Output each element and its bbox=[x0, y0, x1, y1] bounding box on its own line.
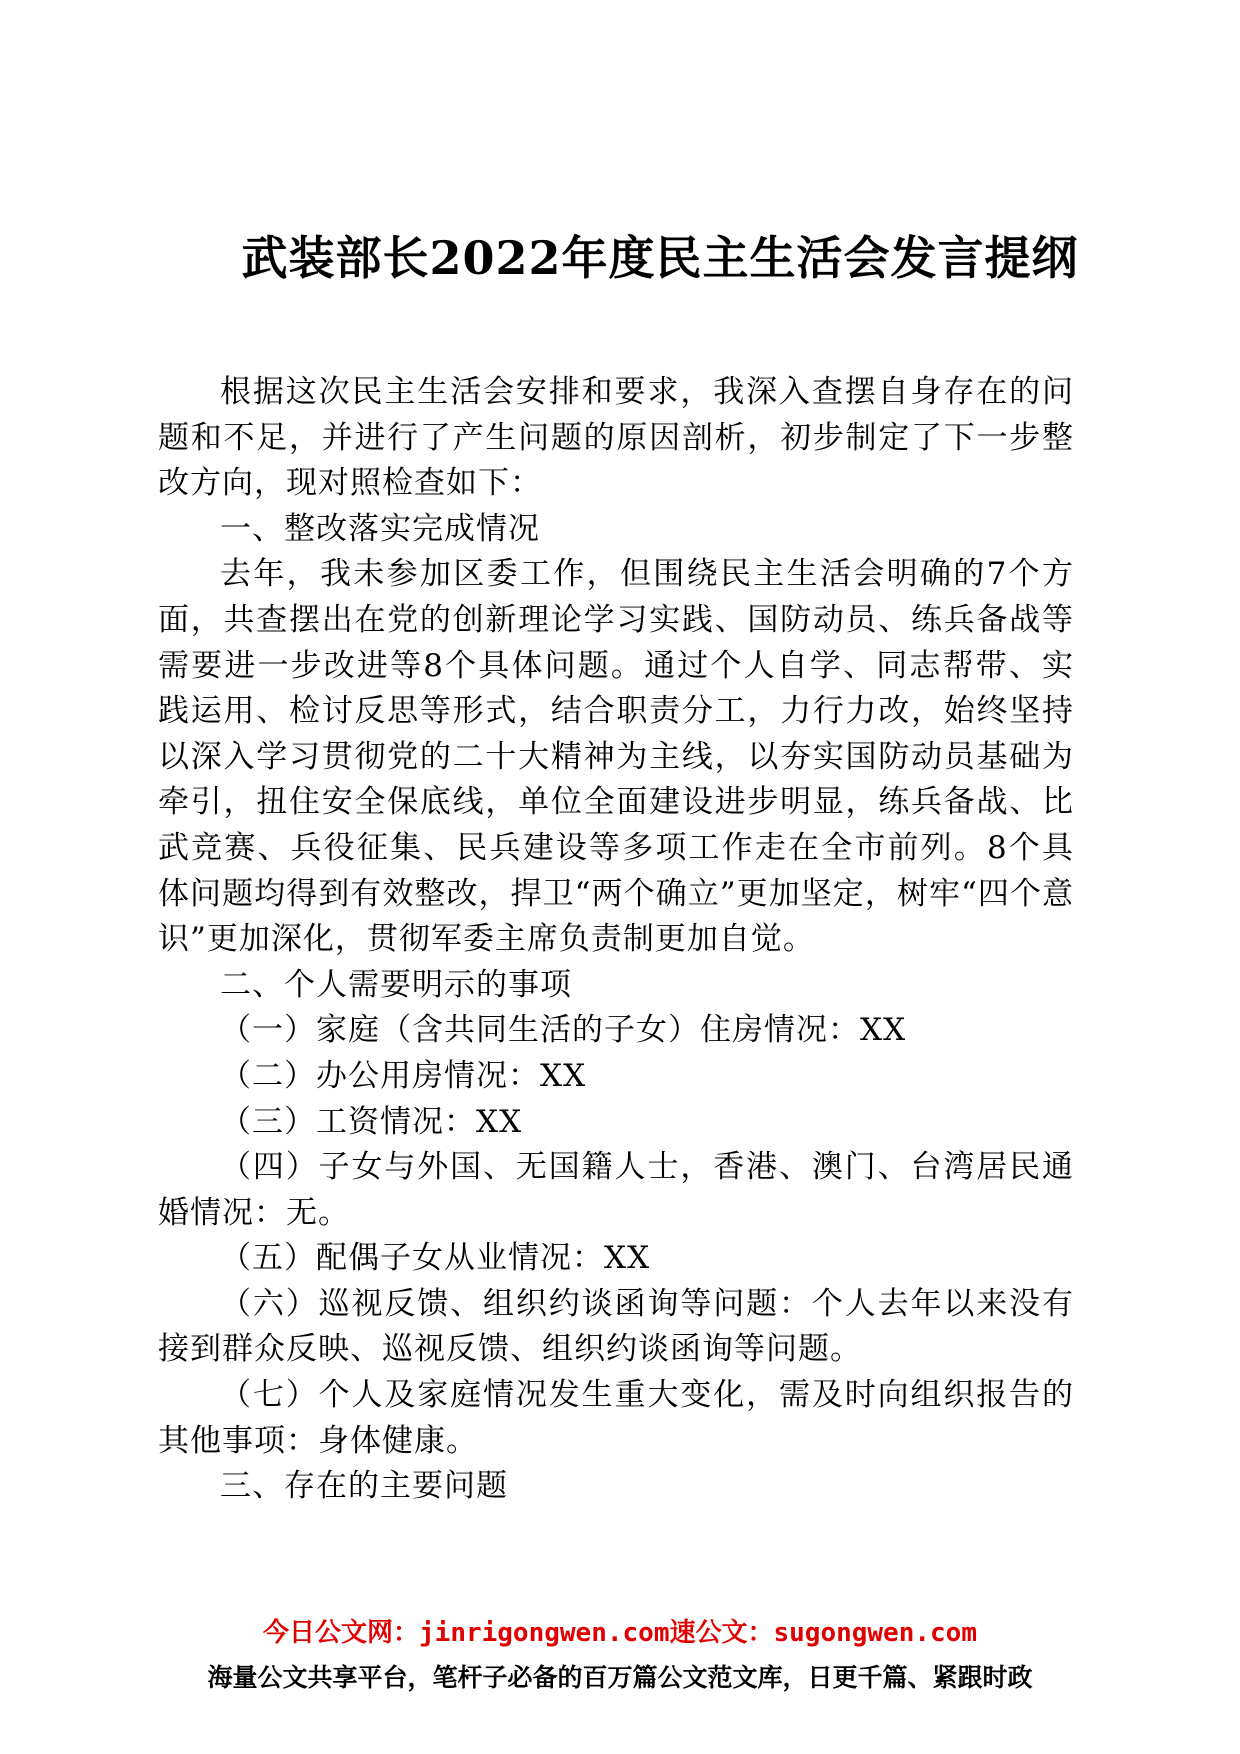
section-1-paragraph: 去年，我未参加区委工作，但围绕民主生活会明确的7个方面，共查摆出在党的创新理论学习实践、国防动员、练兵备战等需要进一步改进等8个具体问题。通过个人自学、同志帮带、实践运用、检讨反思等形式，结合职责分工，力行力改，始终坚持以深入学习贯彻党的二十大精神为主线，以夯实国防动员基础为牵引，扭住安全保底线，单位全面建设进步明显，练兵备战、比武竞赛、兵役征集、民兵建设等多项工作走在全市前列。8个具体问题均得到有效整改，捍卫“两个确立”更加坚定，树牢“四个意识”更加深化，贯彻军委主席负责制更加自觉。 bbox=[158, 556, 1074, 958]
footer-links bbox=[0, 1615, 1240, 1651]
footer-brand-1: 今日公文网： bbox=[263, 1618, 420, 1648]
item-4: （四）子女与外国、无国籍人士，香港、澳门、台湾居民通婚情况：无。 bbox=[158, 1149, 1074, 1231]
footer-tagline: 海量公文共享平台，笔杆子必备的百万篇公文范文库，日更千篇、紧跟时政 bbox=[207, 1663, 1033, 1692]
section-heading-3: 三、存在的主要问题 bbox=[220, 1468, 508, 1505]
item-2: （二）办公用房情况：XX bbox=[220, 1057, 587, 1094]
footer-brand-2: 速公文： bbox=[669, 1618, 774, 1648]
section-heading-2: 二、个人需要明示的事项 bbox=[220, 966, 572, 1003]
footer-link-2[interactable]: sugongwen.com bbox=[773, 1618, 977, 1648]
item-1: （一）家庭（含共同生活的子女）住房情况：XX bbox=[220, 1012, 907, 1049]
item-5: （五）配偶子女从业情况：XX bbox=[220, 1240, 651, 1277]
intro-paragraph: 根据这次民主生活会安排和要求，我深入查摆自身存在的问题和不足，并进行了产生问题的原因剖析，初步制定了下一步整改方向，现对照检查如下： bbox=[158, 374, 1074, 502]
document-body bbox=[158, 370, 1074, 1510]
footer-link-1[interactable]: jinrigongwen.com bbox=[419, 1618, 670, 1648]
document-title: 武装部长2022年度民主生活会发言提纲 bbox=[241, 231, 1079, 285]
item-7: （七）个人及家庭情况发生重大变化，需及时向组织报告的其他事项：身体健康。 bbox=[158, 1377, 1074, 1459]
section-heading-1: 一、整改落实完成情况 bbox=[220, 510, 540, 547]
item-6: （六）巡视反馈、组织约谈函询等问题：个人去年以来没有接到群众反映、巡视反馈、组织约谈函询等问题。 bbox=[158, 1285, 1074, 1368]
item-3: （三）工资情况：XX bbox=[220, 1103, 523, 1140]
